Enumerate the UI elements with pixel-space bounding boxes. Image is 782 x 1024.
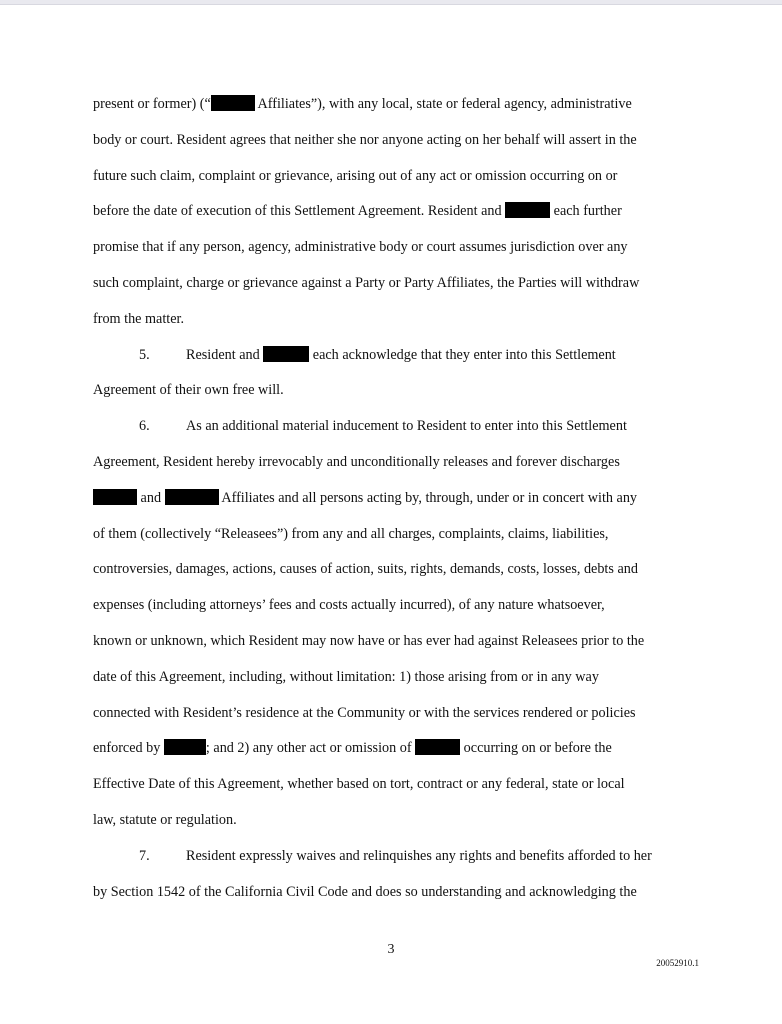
redaction <box>165 489 219 505</box>
text-line: of them (collectively “Releasees”) from any and all charges, complaints, claims, liabilities, <box>93 525 609 542</box>
text-line: body or court. Resident agrees that neither she nor anyone acting on her behalf will assert in the <box>93 131 637 148</box>
text-line: law, statute or regulation. <box>93 811 237 828</box>
redaction <box>93 489 137 505</box>
paragraph-number: 7. <box>139 847 150 864</box>
paragraph-7: 7. Resident expressly waives and relinquishes any rights and benefits afforded to her <box>93 839 698 875</box>
document-id: 20052910.1 <box>656 958 699 968</box>
text-line: promise that if any person, agency, administrative body or court assumes jurisdiction over any <box>93 239 628 256</box>
text-line: date of this Agreement, including, without limitation: 1) those arising from or in any way <box>93 668 599 685</box>
text-line: controversies, damages, actions, causes of action, suits, rights, demands, costs, losses, debts and <box>93 561 638 578</box>
text-line: Effective Date of this Agreement, whether based on tort, contract or any federal, state or local <box>93 776 625 793</box>
paragraph-number: 5. <box>139 346 150 363</box>
redaction <box>211 95 255 111</box>
redaction <box>164 739 206 755</box>
top-border <box>0 0 782 5</box>
redaction <box>505 202 550 218</box>
document-body <box>93 87 698 910</box>
text-line: future such claim, complaint or grievance, arising out of any act or omission occurring on or <box>93 167 618 184</box>
text-line: present or former) (“ Affiliates”), with any local, state or federal agency, administrative <box>93 96 632 112</box>
page-number: 3 <box>387 942 395 957</box>
text-line: Agreement of their own free will. <box>93 382 284 399</box>
paragraph-6: 6. As an additional material inducement to Resident to enter into this Settlement <box>93 409 698 445</box>
text-line: such complaint, charge or grievance against a Party or Party Affiliates, the Parties will withdraw <box>93 274 640 291</box>
text-line: and Affiliates and all persons acting by, through, under or in concert with any <box>93 481 698 517</box>
paragraph-number: 6. <box>139 418 150 435</box>
text-line: from the matter. <box>93 310 185 327</box>
text-line: by Section 1542 of the California Civil Code and does so understanding and acknowledging the <box>93 883 637 900</box>
text-line: expenses (including attorneys’ fees and costs actually incurred), of any nature whatsoever, <box>93 597 605 614</box>
text-line: known or unknown, which Resident may now have or has ever had against Releasees prior to the <box>93 632 645 649</box>
redaction <box>263 346 309 362</box>
redaction <box>415 739 460 755</box>
text-line: connected with Resident’s residence at the Community or with the services rendered or policies <box>93 704 636 721</box>
text-line: before the date of execution of this Settlement Agreement. Resident and each further <box>93 203 622 220</box>
paragraph-5: 5. Resident and each acknowledge that they enter into this Settlement <box>93 338 698 374</box>
text-line: Agreement, Resident hereby irrevocably and unconditionally releases and forever discharges <box>93 453 620 470</box>
text-line: enforced by ; and 2) any other act or omission of occurring on or before the <box>93 740 612 757</box>
